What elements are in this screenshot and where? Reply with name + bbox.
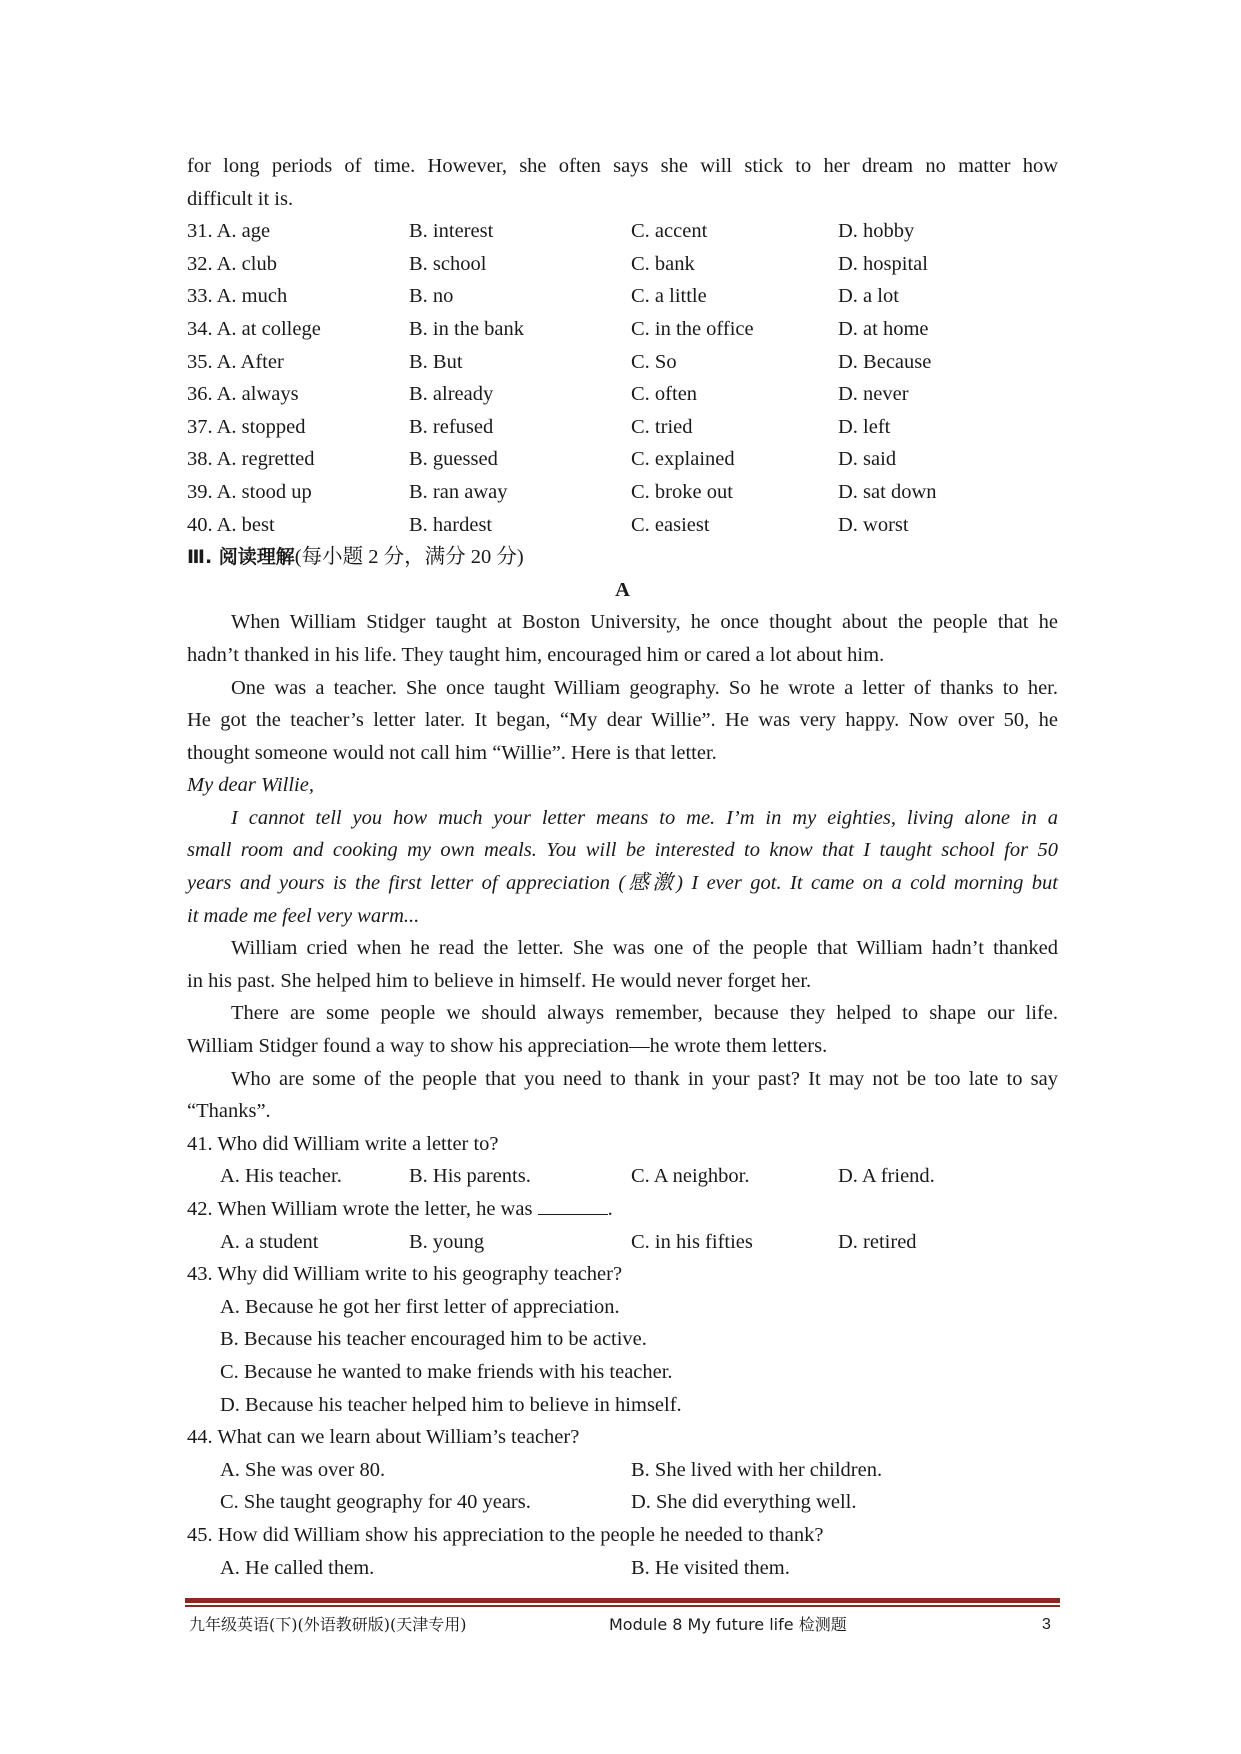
- option-text: A. always: [216, 383, 299, 406]
- option-c: C. She taught geography for 40 years.: [220, 1491, 531, 1514]
- option-c: C. often: [631, 383, 698, 406]
- footer-module-title: Module 8 My future life 检测题: [609, 1615, 847, 1634]
- cloze-row: [187, 443, 1058, 476]
- letter-salutation: My dear Willie,: [187, 774, 314, 797]
- question-number: 39.: [187, 480, 213, 503]
- option-a: A. He called them.: [220, 1556, 375, 1579]
- question-stem-text: 42. When William wrote the letter, he was: [187, 1198, 538, 1220]
- option-a: [187, 280, 409, 313]
- cloze-row: [187, 248, 1058, 281]
- question-stem: 44. What can we learn about William’s teacher?: [187, 1426, 580, 1449]
- option-c: C. tried: [631, 415, 693, 438]
- option-c: C. easiest: [631, 513, 710, 536]
- option-d: D. hobby: [838, 220, 915, 243]
- option-b: B. Because his teacher encouraged him to be active.: [220, 1328, 647, 1351]
- option-c: C. explained: [631, 448, 735, 471]
- paragraph-line: Who are some of the people that you need to thank in your past? It may not be too late to say: [231, 1067, 1058, 1090]
- option-d: D. said: [838, 448, 897, 471]
- option-b: B. She lived with her children.: [631, 1458, 883, 1481]
- answer-blank: [538, 1194, 608, 1215]
- option-a: [187, 313, 409, 346]
- paragraph-line: William Stidger found a way to show his appreciation—he wrote them letters.: [187, 1035, 828, 1058]
- option-d: D. worst: [838, 513, 909, 536]
- cloze-row: [187, 411, 1058, 444]
- letter-line: small room and cooking my own meals. You will be interested to know that I taught school for 50: [187, 839, 1058, 862]
- option-text: A. regretted: [216, 448, 315, 471]
- option-d: D. She did everything well.: [631, 1491, 857, 1514]
- option-text: A. club: [216, 252, 277, 275]
- page-number: 3: [1042, 1616, 1051, 1633]
- option-d: D. retired: [838, 1230, 917, 1253]
- option-b: B. refused: [409, 415, 494, 438]
- paragraph-line: One was a teacher. She once taught William geography. So he wrote a letter of thanks to her.: [231, 676, 1058, 699]
- option-d: D. left: [838, 415, 891, 438]
- option-b: B. school: [409, 252, 487, 275]
- question-number: 34.: [187, 317, 213, 340]
- letter-line: I cannot tell you how much your letter means to me. I’m in my eighties, living alone in a: [231, 806, 1058, 829]
- question-number: 37.: [187, 415, 213, 438]
- question-number: 40.: [187, 513, 213, 536]
- option-d: D. sat down: [838, 480, 937, 503]
- option-b: B. ran away: [409, 480, 508, 503]
- option-d: D. A friend.: [838, 1165, 935, 1188]
- question-number: 33.: [187, 285, 213, 308]
- exam-page: [187, 150, 1058, 1584]
- option-a: [187, 411, 409, 444]
- option-d: D. Because: [838, 350, 932, 373]
- option-c: C. accent: [631, 220, 708, 243]
- option-a: [187, 509, 409, 542]
- question-number: 32.: [187, 252, 213, 275]
- question-options: [187, 1552, 1058, 1585]
- question-number: 35.: [187, 350, 213, 373]
- option-b: B. interest: [409, 220, 494, 243]
- option-b: B. guessed: [409, 448, 498, 471]
- option-c: C. broke out: [631, 480, 733, 503]
- option-b: B. hardest: [409, 513, 493, 536]
- option-b: B. young: [409, 1230, 485, 1253]
- option-c: C. bank: [631, 252, 695, 275]
- cloze-options: [187, 215, 1058, 541]
- option-text: A. at college: [216, 317, 321, 340]
- passage-line: for long periods of time. However, she often says she will stick to her dream no matter how: [187, 155, 1058, 177]
- cloze-row: [187, 313, 1058, 346]
- option-b: B. in the bank: [409, 317, 525, 340]
- cloze-row: [187, 509, 1058, 542]
- option-b: B. already: [409, 383, 494, 406]
- option-text: A. best: [216, 513, 275, 536]
- cloze-row: [187, 280, 1058, 313]
- cloze-row: [187, 215, 1058, 248]
- option-a: [187, 443, 409, 476]
- question-stem: [187, 1193, 1058, 1226]
- option-c: C. A neighbor.: [631, 1165, 750, 1188]
- paragraph-line: hadn’t thanked in his life. They taught him, encouraged him or cared a lot about him.: [187, 643, 885, 666]
- option-d: D. Because his teacher helped him to believe in himself.: [220, 1393, 682, 1416]
- question-stem: 41. Who did William write a letter to?: [187, 1132, 499, 1155]
- option-a: [187, 378, 409, 411]
- question-stem: 43. Why did William write to his geography teacher?: [187, 1263, 623, 1286]
- question-options: [187, 1160, 1058, 1193]
- option-c: C. a little: [631, 285, 707, 308]
- question-options: [187, 1226, 1058, 1259]
- letter-line: years and yours is the first letter of appreciation (感激) I ever got. It came on a cold morning but: [187, 872, 1058, 895]
- passage-label: A: [615, 578, 630, 601]
- option-a: A. She was over 80.: [220, 1458, 386, 1481]
- option-a: A. a student: [220, 1230, 319, 1253]
- cloze-row: [187, 378, 1058, 411]
- letter-line: it made me feel very warm...: [187, 904, 420, 927]
- option-d: D. a lot: [838, 285, 899, 308]
- option-c: C. in the office: [631, 317, 754, 340]
- paragraph-line: William cried when he read the letter. She was one of the people that William hadn’t thanked: [231, 937, 1058, 960]
- question-options: [187, 1454, 1058, 1487]
- section-note: (每小题 2 分，满分 20 分): [294, 546, 524, 569]
- option-b: B. But: [409, 350, 463, 373]
- question-options: [187, 1486, 1058, 1519]
- option-d: D. hospital: [838, 252, 928, 275]
- question-stem: 45. How did William show his appreciation to the people he needed to thank?: [187, 1523, 824, 1546]
- paragraph-line: He got the teacher’s letter later. It began, “My dear Willie”. He was very happy. Now over 50, he: [187, 709, 1058, 732]
- option-c: C. in his fifties: [631, 1230, 753, 1253]
- option-c: C. So: [631, 350, 677, 373]
- footer-rule-thin: [185, 1605, 1060, 1607]
- option-a: [187, 215, 409, 248]
- option-text: A. much: [216, 285, 288, 308]
- option-text: A. stood up: [216, 480, 312, 503]
- cloze-row: [187, 476, 1058, 509]
- section-heading: [187, 541, 1058, 574]
- paragraph-line: There are some people we should always remember, because they helped to shape our life.: [231, 1002, 1058, 1025]
- option-b: B. He visited them.: [631, 1556, 790, 1579]
- option-d: D. at home: [838, 317, 929, 340]
- paragraph-line: thought someone would not call him “Willie”. Here is that letter.: [187, 741, 717, 764]
- footer-rule: [185, 1598, 1060, 1603]
- question-number: 38.: [187, 448, 213, 471]
- section-title: Ⅲ. 阅读理解: [187, 546, 295, 569]
- question-stem-end: .: [607, 1198, 613, 1220]
- option-text: A. After: [216, 350, 284, 373]
- option-a: [187, 476, 409, 509]
- option-text: A. age: [216, 220, 271, 243]
- question-number: 36.: [187, 383, 213, 406]
- option-a: A. Because he got her first letter of appreciation.: [220, 1295, 620, 1318]
- option-b: B. no: [409, 285, 454, 308]
- passage-line: difficult it is.: [187, 187, 294, 210]
- cloze-row: [187, 346, 1058, 379]
- paragraph-line: When William Stidger taught at Boston University, he once thought about the people that he: [231, 611, 1058, 634]
- option-a: [187, 346, 409, 379]
- option-d: D. never: [838, 383, 909, 406]
- option-c: C. Because he wanted to make friends with his teacher.: [220, 1360, 673, 1383]
- footer-book-title: 九年级英语(下)(外语教研版)(天津专用): [189, 1615, 467, 1634]
- option-a: A. His teacher.: [220, 1165, 342, 1188]
- option-b: B. His parents.: [409, 1165, 531, 1188]
- paragraph-line: in his past. She helped him to believe in himself. He would never forget her.: [187, 969, 812, 992]
- option-a: [187, 248, 409, 281]
- option-text: A. stopped: [216, 415, 306, 438]
- paragraph-line: “Thanks”.: [187, 1100, 271, 1123]
- question-number: 31.: [187, 220, 213, 243]
